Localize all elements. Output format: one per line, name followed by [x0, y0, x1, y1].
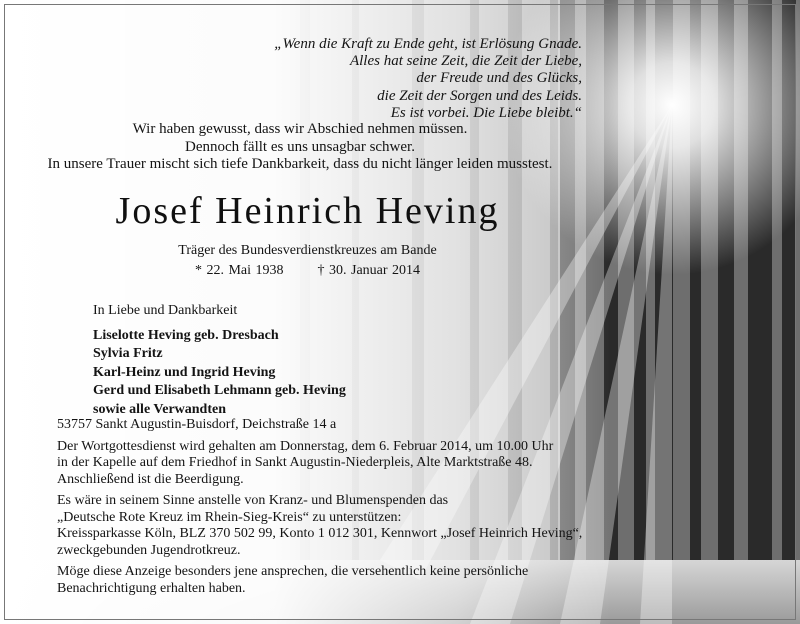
intro-line: In unsere Trauer mischt sich tiefe Dankbarkeit, dass du nicht länger leiden musstest.	[47, 156, 553, 172]
service-info	[57, 439, 582, 489]
honor-line: Träger des Bundesverdienstkreuzes am Bande	[178, 243, 437, 258]
service-line: in der Kapelle auf dem Friedhof in Sankt Augustin-Niederpleis, Alte Marktstraße 48.	[57, 455, 533, 470]
deceased-name: Josef Heinrich Heving	[115, 190, 500, 232]
mourner-name: Karl-Heinz und Ingrid Heving	[93, 364, 276, 380]
poem-line: Es ist vorbei. Die Liebe bleibt.“	[390, 104, 582, 121]
poem-line: die Zeit der Sorgen und des Leids.	[377, 87, 582, 104]
notice-details	[57, 417, 582, 602]
poem-line: der Freude und des Glücks,	[416, 70, 582, 87]
donation-line: „Deutsche Rote Kreuz im Rhein-Sieg-Kreis“ zu unterstützen:	[57, 509, 402, 525]
life-dates	[40, 262, 575, 280]
mourner-name: Liselotte Heving geb. Dresbach	[93, 327, 279, 343]
closing-note	[57, 564, 582, 597]
mourner-name: Gerd und Elisabeth Lehmann geb. Heving	[93, 383, 346, 398]
donation-info	[57, 493, 582, 559]
address: 53757 Sankt Augustin-Buisdorf, Deichstraße 14 a	[57, 417, 337, 432]
closing-line: Benachrichtigung erhalten haben.	[57, 580, 246, 596]
service-line: Anschließend ist die Beerdigung.	[57, 471, 244, 487]
family-lead: In Liebe und Dankbarkeit	[93, 303, 238, 318]
donation-line: Es wäre in seinem Sinne anstelle von Kranz- und Blumenspenden das	[57, 493, 449, 508]
closing-line: Möge diese Anzeige besonders jene ansprechen, die versehentlich keine persönliche	[57, 564, 529, 579]
birth-date: * 22. Mai 1938	[194, 263, 284, 278]
family-block	[93, 302, 346, 419]
donation-line: Kreissparkasse Köln, BLZ 370 502 99, Konto 1 012 301, Kennwort „Josef Heinrich Heving“,	[57, 526, 583, 541]
mourner-name: sowie alle Verwandten	[93, 401, 226, 417]
mourner-name: Sylvia Fritz	[93, 346, 163, 361]
intro-text	[40, 121, 560, 174]
poem-line: Alles hat seine Zeit, die Zeit der Liebe,	[349, 53, 582, 70]
donation-line: zweckgebunden Jugendrotkreuz.	[57, 542, 241, 558]
intro-line: Dennoch fällt es uns unsagbar schwer.	[185, 138, 415, 155]
service-line: Der Wortgottesdienst wird gehalten am Donnerstag, dem 6. Februar 2014, um 10.00 Uhr	[57, 438, 554, 454]
death-date: † 30. Januar 2014	[317, 263, 421, 278]
intro-line: Wir haben gewusst, dass wir Abschied nehmen müssen.	[132, 121, 468, 137]
poem	[274, 36, 582, 122]
poem-line: „Wenn die Kraft zu Ende geht, ist Erlösung Gnade.	[274, 36, 582, 52]
